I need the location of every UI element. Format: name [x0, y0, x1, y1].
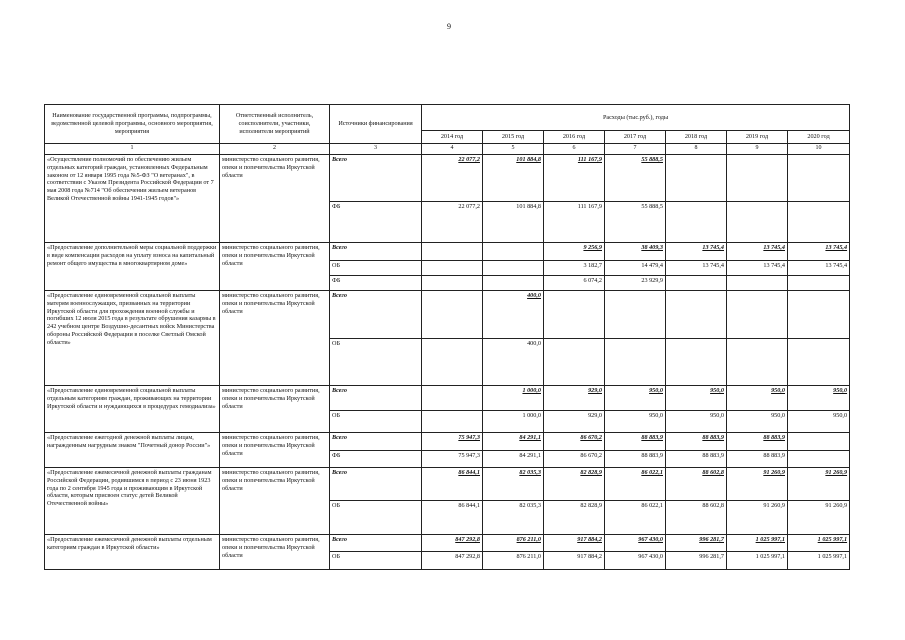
value-cell: 82 035,3 — [483, 467, 544, 500]
program-name-cell: «Предоставление единовременной социальной выплаты отдельным категориям граждан, проживающих на территории Иркутской области и нуждающихся в процедурах гемодиализа» — [45, 385, 220, 432]
value-cell: 55 888,5 — [605, 201, 666, 242]
column-number: 2 — [220, 144, 330, 155]
value-cell: 88 883,9 — [727, 450, 788, 467]
value-cell — [422, 290, 483, 338]
value-cell: 13 745,4 — [666, 260, 727, 275]
source-total: Всего — [330, 534, 422, 551]
value-cell — [422, 410, 483, 432]
column-number: 3 — [330, 144, 422, 155]
value-cell: 6 074,2 — [544, 275, 605, 290]
value-cell — [422, 260, 483, 275]
value-cell: 1 025 997,1 — [788, 551, 850, 569]
value-cell: 1 000,0 — [483, 410, 544, 432]
column-number: 9 — [727, 144, 788, 155]
value-cell — [727, 290, 788, 338]
value-cell: 950,0 — [666, 385, 727, 410]
column-number: 4 — [422, 144, 483, 155]
header-year: 2016 год — [544, 131, 605, 144]
value-cell: 91 260,9 — [727, 467, 788, 500]
budget-table — [44, 104, 850, 570]
value-cell: 967 430,0 — [605, 534, 666, 551]
source-sub: ОБ — [330, 410, 422, 432]
value-cell: 88 883,9 — [605, 432, 666, 450]
value-cell: 950,0 — [727, 385, 788, 410]
value-cell: 88 883,9 — [666, 432, 727, 450]
value-cell: 101 884,8 — [483, 201, 544, 242]
executor-cell: министерство социального развития, опеки и попечительства Иркутской области — [220, 534, 330, 569]
value-cell — [666, 338, 727, 385]
value-cell — [788, 201, 850, 242]
value-cell: 84 291,1 — [483, 432, 544, 450]
value-cell: 86 022,1 — [605, 467, 666, 500]
value-cell — [666, 290, 727, 338]
value-cell: 929,0 — [544, 410, 605, 432]
value-cell — [666, 154, 727, 201]
source-sub: ФБ — [330, 275, 422, 290]
source-total: Всего — [330, 242, 422, 260]
column-number: 10 — [788, 144, 850, 155]
value-cell: 55 888,5 — [605, 154, 666, 201]
value-cell — [727, 338, 788, 385]
value-cell — [544, 290, 605, 338]
value-cell — [788, 450, 850, 467]
value-cell — [666, 275, 727, 290]
header-funding-source: Источники финансирования — [330, 105, 422, 144]
value-cell: 111 167,9 — [544, 154, 605, 201]
value-cell: 22 077,2 — [422, 201, 483, 242]
value-cell: 1 025 997,1 — [727, 551, 788, 569]
value-cell: 86 844,1 — [422, 467, 483, 500]
value-cell — [666, 201, 727, 242]
value-cell: 38 409,3 — [605, 242, 666, 260]
value-cell: 929,0 — [544, 385, 605, 410]
value-cell: 950,0 — [605, 410, 666, 432]
value-cell: 400,0 — [483, 338, 544, 385]
value-cell: 917 884,2 — [544, 534, 605, 551]
column-number: 7 — [605, 144, 666, 155]
value-cell: 876 211,0 — [483, 534, 544, 551]
executor-cell: министерство социального развития, опеки и попечительства Иркутской области — [220, 290, 330, 385]
value-cell: 13 745,4 — [666, 242, 727, 260]
executor-cell: министерство социального развития, опеки и попечительства Иркутской области — [220, 154, 330, 242]
value-cell: 13 745,4 — [727, 242, 788, 260]
value-cell: 1 025 997,1 — [788, 534, 850, 551]
header-year: 2014 год — [422, 131, 483, 144]
value-cell — [788, 290, 850, 338]
column-number: 6 — [544, 144, 605, 155]
value-cell: 13 745,4 — [788, 242, 850, 260]
value-cell: 91 260,9 — [788, 467, 850, 500]
value-cell — [483, 275, 544, 290]
value-cell: 82 828,9 — [544, 467, 605, 500]
source-total: Всего — [330, 385, 422, 410]
value-cell: 950,0 — [788, 385, 850, 410]
source-sub: ОБ — [330, 551, 422, 569]
value-cell: 86 022,1 — [605, 500, 666, 534]
value-cell: 847 292,8 — [422, 551, 483, 569]
header-year: 2017 год — [605, 131, 666, 144]
value-cell: 996 281,7 — [666, 534, 727, 551]
source-total: Всего — [330, 432, 422, 450]
value-cell: 111 167,9 — [544, 201, 605, 242]
value-cell: 950,0 — [605, 385, 666, 410]
value-cell — [422, 385, 483, 410]
value-cell: 91 260,9 — [788, 500, 850, 534]
executor-cell: министерство социального развития, опеки и попечительства Иркутской области — [220, 385, 330, 432]
value-cell: 88 602,8 — [666, 467, 727, 500]
value-cell — [422, 275, 483, 290]
value-cell — [788, 338, 850, 385]
value-cell: 86 670,2 — [544, 450, 605, 467]
program-name-cell: «Предоставление ежемесячной денежной выплаты отдельным категориям граждан в Иркутской области» — [45, 534, 220, 569]
header-expenses: Расходы (тыс.руб.), годы — [422, 105, 850, 131]
value-cell: 75 947,3 — [422, 450, 483, 467]
column-number: 1 — [45, 144, 220, 155]
header-program-name: Наименование государственной программы, подпрограммы, ведомственной целевой программы, основного мероприятия, мероприятия — [45, 105, 220, 144]
value-cell: 101 884,8 — [483, 154, 544, 201]
value-cell — [483, 242, 544, 260]
value-cell — [544, 338, 605, 385]
source-sub: ОБ — [330, 260, 422, 275]
source-total: Всего — [330, 467, 422, 500]
value-cell: 88 602,8 — [666, 500, 727, 534]
value-cell: 3 182,7 — [544, 260, 605, 275]
source-sub: ФБ — [330, 450, 422, 467]
header-executor: Ответственный исполнитель, соисполнители, участники, исполнители мероприятий — [220, 105, 330, 144]
value-cell: 14 479,4 — [605, 260, 666, 275]
value-cell — [788, 154, 850, 201]
source-total: Всего — [330, 290, 422, 338]
value-cell — [788, 432, 850, 450]
executor-cell: министерство социального развития, опеки и попечительства Иркутской области — [220, 467, 330, 534]
value-cell: 1 000,0 — [483, 385, 544, 410]
header-year: 2019 год — [727, 131, 788, 144]
value-cell: 950,0 — [727, 410, 788, 432]
value-cell: 13 745,4 — [727, 260, 788, 275]
value-cell — [727, 275, 788, 290]
value-cell: 917 884,2 — [544, 551, 605, 569]
value-cell: 22 077,2 — [422, 154, 483, 201]
value-cell — [483, 260, 544, 275]
value-cell: 950,0 — [666, 410, 727, 432]
header-year: 2020 год — [788, 131, 850, 144]
value-cell: 82 035,3 — [483, 500, 544, 534]
value-cell: 88 883,9 — [727, 432, 788, 450]
value-cell: 82 828,9 — [544, 500, 605, 534]
page-number: 9 — [447, 22, 451, 31]
source-total: Всего — [330, 154, 422, 201]
program-name-cell: «Предоставление ежегодной денежной выплаты лицам, награжденным нагрудным знаком "Почетный донор России"» — [45, 432, 220, 467]
value-cell: 876 211,0 — [483, 551, 544, 569]
source-sub: ФБ — [330, 201, 422, 242]
value-cell: 13 745,4 — [788, 260, 850, 275]
program-name-cell: «Предоставление дополнительной меры социальной поддержки в виде компенсации расходов на уплату взноса на капитальный ремонт общего имущества в многоквартирном доме» — [45, 242, 220, 290]
program-name-cell: «Осуществление полномочий по обеспечению жильем отдельных категорий граждан, установленных Федеральным законом от 12 января 1995 года №5-ФЗ "О ветеранах", в соответствии с Указом Президента Российской Федерации от 7 мая 2008 года №714 "Об обеспечении жильем ветеранов Великой Отечественной войны 1941-1945 годов"» — [45, 154, 220, 242]
value-cell — [788, 275, 850, 290]
value-cell: 847 292,8 — [422, 534, 483, 551]
program-name-cell: «Предоставление единовременной социальной выплаты матерям военнослужащих, призванных на территории Иркутской области для прохождения военной службы и погибших 12 июля 2015 года в результате обрушения казармы в 242 учебном центре Воздушно-десантных войск Министерства обороны Российской Федерации в поселке Светлый Омской области» — [45, 290, 220, 385]
program-name-cell: «Предоставление ежемесячной денежной выплаты гражданам Российской Федерации, родившимся в период с 23 июня 1923 года по 2 сентября 1945 года и проживающим в Иркутской области, которым присвоен статус детей Великой Отечественной войны» — [45, 467, 220, 534]
executor-cell: министерство социального развития, опеки и попечительства Иркутской области — [220, 242, 330, 290]
value-cell — [422, 338, 483, 385]
value-cell: 400,0 — [483, 290, 544, 338]
value-cell: 996 281,7 — [666, 551, 727, 569]
value-cell: 75 947,3 — [422, 432, 483, 450]
header-year: 2015 год — [483, 131, 544, 144]
source-sub: ОБ — [330, 338, 422, 385]
value-cell: 23 929,9 — [605, 275, 666, 290]
value-cell — [727, 201, 788, 242]
value-cell: 9 256,9 — [544, 242, 605, 260]
value-cell: 86 670,2 — [544, 432, 605, 450]
value-cell: 88 883,9 — [666, 450, 727, 467]
column-number: 8 — [666, 144, 727, 155]
value-cell: 950,0 — [788, 410, 850, 432]
source-sub: ОБ — [330, 500, 422, 534]
executor-cell: министерство социального развития, опеки и попечительства Иркутской области — [220, 432, 330, 467]
value-cell — [727, 154, 788, 201]
value-cell: 88 883,9 — [605, 450, 666, 467]
value-cell: 91 260,9 — [727, 500, 788, 534]
value-cell: 967 430,0 — [605, 551, 666, 569]
value-cell — [605, 338, 666, 385]
value-cell: 84 291,1 — [483, 450, 544, 467]
value-cell: 1 025 997,1 — [727, 534, 788, 551]
value-cell — [422, 242, 483, 260]
value-cell — [605, 290, 666, 338]
value-cell: 86 844,1 — [422, 500, 483, 534]
header-year: 2018 год — [666, 131, 727, 144]
column-number: 5 — [483, 144, 544, 155]
